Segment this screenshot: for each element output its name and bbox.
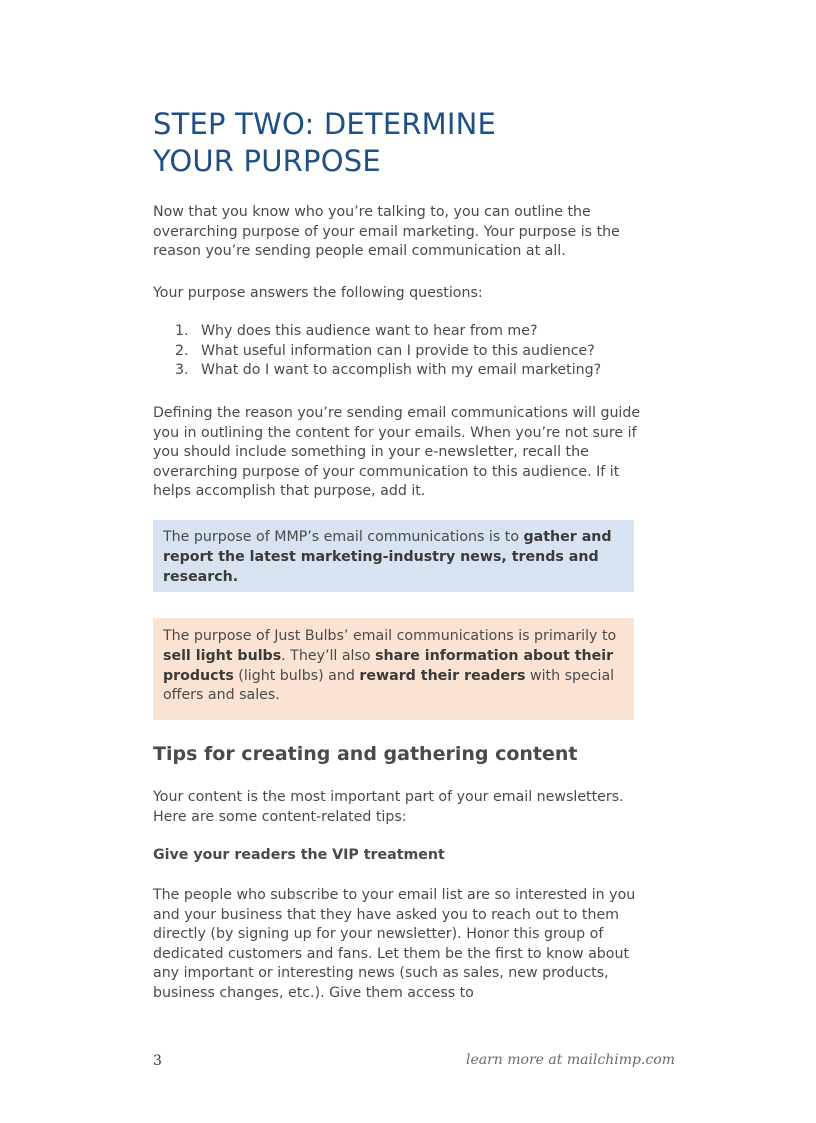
just-bulbs-purpose-callout bbox=[153, 618, 634, 720]
vip-paragraph: The people who subscribe to your email list are so interested in you and your business that they have asked you to reach out to them directly (by signing up for your newsletter). Honor this group of dedicated customers and fans. Let them be the first to know about any important or interesting news (such as sales, new products, business changes, etc.). Give them access to bbox=[153, 887, 636, 1001]
callout-emphasis: sell light bulbs bbox=[163, 647, 282, 664]
page-title-line-1: STEP TWO: DETERMINE bbox=[153, 107, 497, 141]
callout-emphasis: share information about their products bbox=[163, 647, 614, 684]
page-title-line-2: YOUR PURPOSE bbox=[153, 144, 381, 178]
intro-paragraph: Now that you know who you’re talking to, you can outline the overarching purpose of your email marketing. Your purpose is the reason you’re sending people email communication at all. bbox=[153, 204, 620, 260]
callout-text: with special offers and sales. bbox=[163, 667, 615, 704]
mmp-purpose-callout bbox=[153, 520, 634, 592]
callout-emphasis: reward their readers bbox=[359, 667, 526, 684]
tips-intro-paragraph: Your content is the most important part of your email newsletters. Here are some content-related tips: bbox=[153, 789, 624, 825]
list-number: 2. bbox=[175, 342, 189, 359]
purpose-questions-list bbox=[175, 322, 601, 381]
list-item bbox=[175, 342, 601, 362]
tips-heading: Tips for creating and gathering content bbox=[153, 743, 578, 765]
callout-text: The purpose of Just Bulbs’ email communications is primarily to bbox=[163, 628, 617, 644]
callout-emphasis: gather and report the latest marketing-industry news, trends and research. bbox=[163, 529, 612, 585]
questions-lead: Your purpose answers the following questions: bbox=[153, 285, 483, 301]
vip-heading: Give your readers the VIP treatment bbox=[153, 847, 445, 863]
list-number: 1. bbox=[175, 323, 189, 339]
list-text: What useful information can I provide to this audience? bbox=[201, 342, 595, 359]
list-number: 3. bbox=[175, 362, 189, 379]
list-item bbox=[175, 322, 601, 342]
defining-paragraph: Defining the reason you’re sending email communications will guide you in outlining the content for your emails. When you’re not sure if you should include something in your e-newsletter, recall the overarching purpose of your communication to this audience. If it helps accomplish that purpose, add it. bbox=[153, 405, 641, 500]
list-text: What do I want to accomplish with my email marketing? bbox=[201, 362, 602, 379]
callout-text: (light bulbs) and bbox=[233, 667, 360, 684]
footer-link[interactable]: learn more at mailchimp.com bbox=[466, 1052, 675, 1068]
callout-text: The purpose of MMP’s email communications is to bbox=[163, 529, 524, 545]
callout-text: . They’ll also bbox=[281, 647, 376, 664]
page-title bbox=[153, 106, 496, 180]
page-number: 3 bbox=[153, 1053, 162, 1069]
list-text: Why does this audience want to hear from me? bbox=[201, 323, 538, 339]
list-item bbox=[175, 361, 601, 381]
